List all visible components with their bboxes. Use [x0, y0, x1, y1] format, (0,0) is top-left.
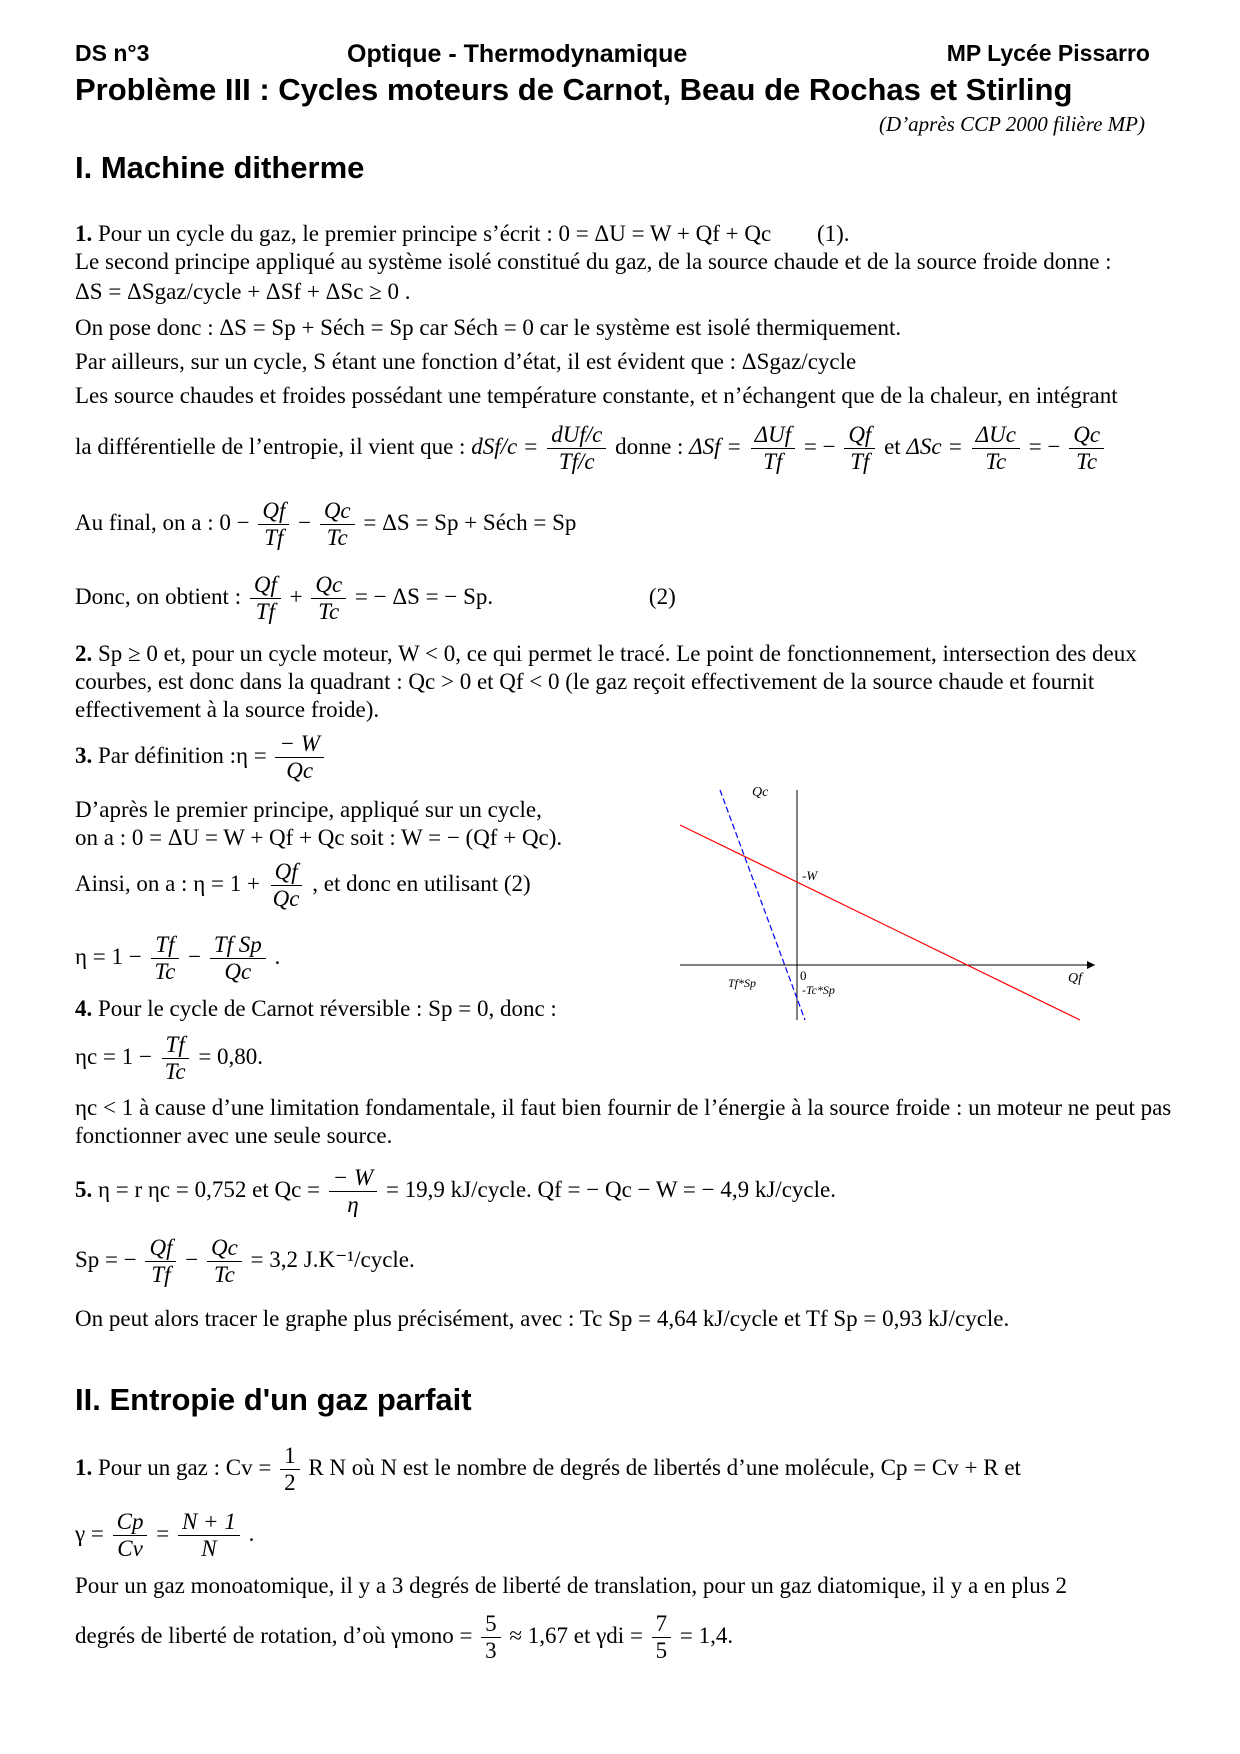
fraction-Qc-Tc: $\frac{Qc}{Tc}$	[1069, 422, 1104, 475]
q1-line-4: On pose donc : ΔS = Sp + Séch = Sp car Séch = 0 car le système est isolé thermiquement.	[75, 315, 902, 340]
problem-title: Problème III : Cycles moteurs de Carnot, Beau de Rochas et Stirling	[75, 72, 1073, 107]
fraction-Qf-Tf: $\frac{Qf}{Tf}$	[844, 422, 875, 475]
origin-label: 0	[800, 968, 807, 983]
q3-line-1: 3. Par définition :η = $\frac{- W}{Qc}$	[75, 726, 327, 786]
dSc-label: ΔSc =	[906, 434, 963, 459]
q3-line-4: Ainsi, on a : η = 1 + $\frac{Qf}{Qc}$ , et donc en utilisant (2)	[75, 859, 531, 912]
s2-q1-line-2: γ = $\frac{Cp}{Cv}$ = $\frac{N + 1}{N}$ .	[75, 1509, 255, 1562]
header-left: DS n°3	[75, 40, 150, 66]
cycle-diagram	[680, 780, 1100, 1040]
page-header	[75, 40, 1150, 72]
q1-number: 1.	[75, 221, 93, 246]
q1-text-7b: donne :	[615, 434, 684, 459]
q2-paragraph: 2. Sp ≥ 0 et, pour un cycle moteur, W < 0, ce qui permet le tracé. Le point de fonctionnement, intersection des deux courbes, est donc dans la quadrant : Qc > 0 et Qf < 0 (le gaz reçoit effectivement de la source chaude et fournit effectivement à la source froide).	[75, 641, 1137, 722]
eq-ref-1: (1).	[816, 221, 850, 246]
section-heading-2: II. Entropie d'un gaz parfait	[75, 1382, 472, 1417]
dSf-label: ΔSf =	[689, 434, 742, 459]
q1-line-8: Au final, on a : 0 − $\frac{Qf}{Tf}$ − $\frac{Qc}{Tc}$ = ΔS = Sp + Séch = Sp	[75, 498, 577, 551]
q5-line-1: 5. η = r ηc = 0,752 et Qc = $\frac{- W}{\eta}$ = 19,9 kJ/cycle. Qf = − Qc − W = − 4,9 kJ/cycle.	[75, 1165, 836, 1218]
tcsp-label: -Tc*Sp	[802, 983, 835, 997]
source-note: (D’après CCP 2000 filière MP)	[879, 112, 1145, 136]
x-axis-arrow	[1087, 961, 1095, 969]
y-axis-label: Qc	[752, 785, 769, 800]
fraction-dUc-Tc: $\frac{\text{ΔUc}}{Tc}$	[972, 422, 1020, 475]
q4-line-3: ηc < 1 à cause d’une limitation fondamentale, il faut bien fournir de l’énergie à la source froide : un moteur ne peut pas fonctionner avec une seule source.	[75, 1095, 1172, 1148]
q3-line-3: on a : 0 = ΔU = W + Qf + Qc soit : W = − (Qf + Qc).	[75, 825, 563, 850]
fraction-dUf-Tf: $\frac{\text{ΔUf}}{Tf}$	[751, 422, 796, 475]
q1-line-3: ΔS = ΔSgaz/cycle + ΔSf + ΔSc ≥ 0 .	[75, 279, 411, 304]
fraction-dU-T: $\frac{\text{dUf/c}}{Tf/c}$	[547, 422, 606, 475]
q1-line-5: Par ailleurs, sur un cycle, S étant une fonction d’état, il est évident que : ΔSgaz/cycle	[75, 349, 857, 374]
q1-line-9: Donc, on obtient : $\frac{Qf}{Tf}$ + $\frac{Qc}{Tc}$ = − ΔS = − Sp. (2)	[75, 572, 676, 625]
s2-q1-line-3: Pour un gaz monoatomique, il y a 3 degrés de liberté de translation, pour un gaz diatomique, il y a en plus 2	[75, 1573, 1067, 1598]
q1-line-6: Les source chaudes et froides possédant une température constante, et n’échangent que de la chaleur, en intégrant	[75, 383, 1118, 408]
q1-text-7c: et	[884, 434, 901, 459]
q1-line-2: Le second principe appliqué au système isolé constitué du gaz, de la source chaude et de la source froide donne :	[75, 249, 1112, 274]
q1-line-1	[75, 220, 850, 248]
section-heading-1: I. Machine ditherme	[75, 150, 365, 185]
s2-q1-line-1: 1. Pour un gaz : Cv = $\frac{1}{2}$ R N où N est le nombre de degrés de libertés d’une molécule, Cp = Cv + R et	[75, 1443, 1021, 1496]
s2-q1-line-4: degrés de liberté de rotation, d’où γmono = $\frac{5}{3}$ ≈ 1,67 et γdi = $\frac{7}{5}$ = 1,4.	[75, 1611, 734, 1664]
header-right: MP Lycée Pissarro	[946, 40, 1150, 66]
eq-ref-2: (2)	[648, 584, 676, 609]
q5-line-3: On peut alors tracer le graphe plus précisément, avec : Tc Sp = 4,64 kJ/cycle et Tf Sp = 0,93 kJ/cycle.	[75, 1306, 1010, 1331]
header-center: Optique - Thermodynamique	[347, 40, 688, 68]
q1-text-7a: la différentielle de l’entropie, il vient que :	[75, 434, 466, 459]
q1-text-1: Pour un cycle du gaz, le premier principe s’écrit : 0 = ΔU = W + Qf + Qc	[98, 221, 772, 246]
q1-line-7: la différentielle de l’entropie, il vient que : dSf/c = $\frac{\text{dUf/c}}{Tf/c}$ donne : ΔSf = $\frac{\text{ΔUf}}{Tf}$ = − $\frac{Qf}{Tf}$ et ΔSc = $\frac{\text{ΔUc}}{Tc}$ = − $\frac{Qc}{Tc}$	[75, 412, 1107, 482]
q4-line-2: ηc = 1 − $\frac{Tf}{Tc}$ = 0,80.	[75, 1032, 264, 1085]
q4-line-1: 4. Pour le cycle de Carnot réversible : Sp = 0, donc :	[75, 996, 557, 1021]
w-label: -W	[802, 868, 818, 883]
q5-line-2: Sp = − $\frac{Qf}{Tf}$ − $\frac{Qc}{Tc}$ = 3,2 J.K⁻¹/cycle.	[75, 1235, 415, 1288]
x-axis-label: Qf	[1068, 971, 1082, 986]
tfsp-label: Tf*Sp	[728, 976, 757, 990]
dS-label: dSf/c =	[471, 434, 539, 459]
q3-line-2: D’après le premier principe, appliqué sur un cycle,	[75, 797, 542, 822]
q3-line-5: η = 1 − $\frac{Tf}{Tc}$ − $\frac{\text{Tf Sp}}{Qc}$ .	[75, 932, 281, 985]
red-line	[680, 825, 1080, 1020]
